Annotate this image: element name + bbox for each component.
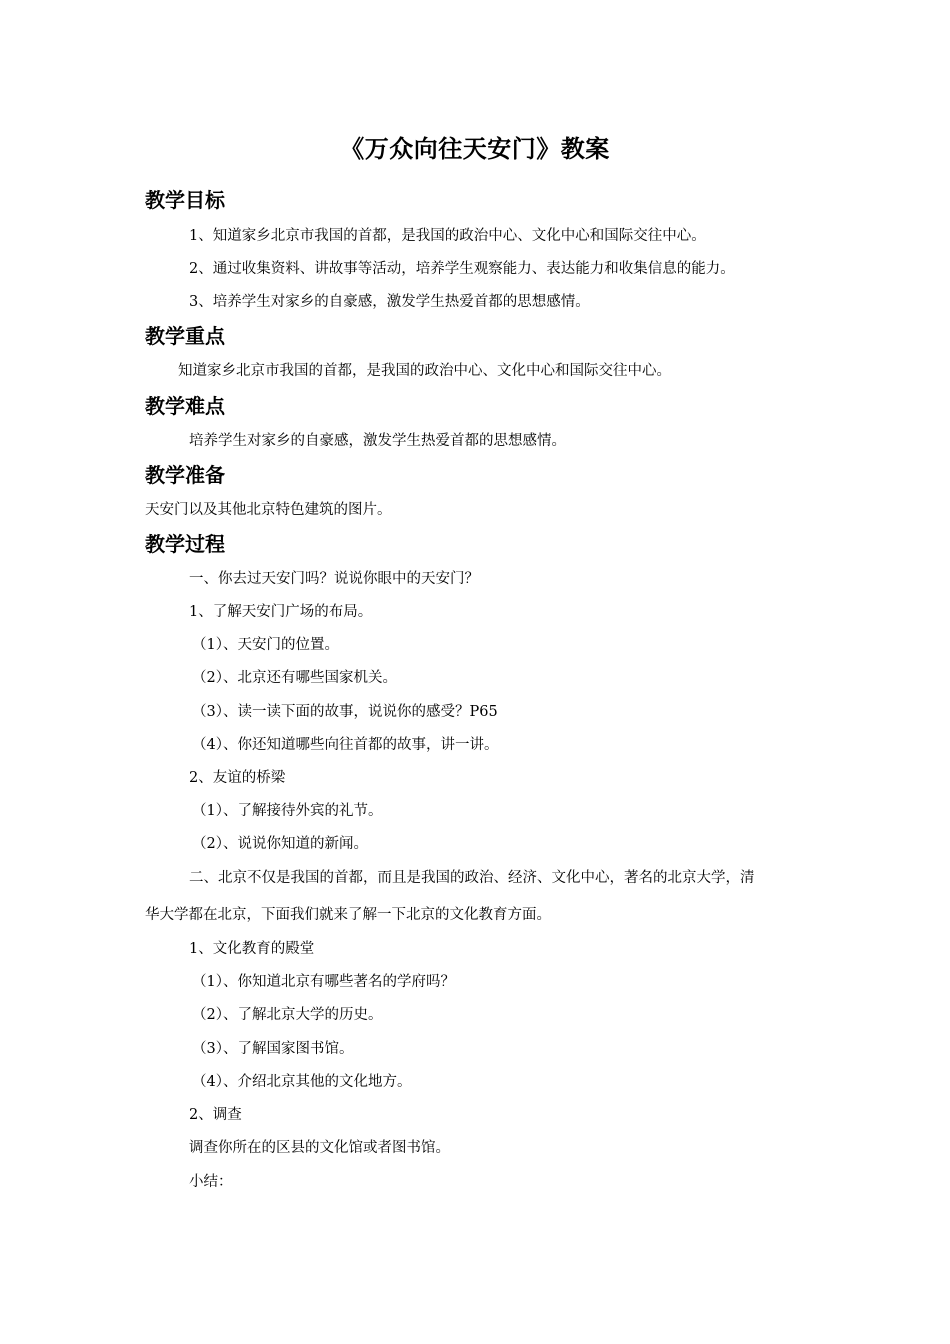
- key-points-text: 知道家乡北京市我国的首都，是我国的政治中心、文化中心和国际交往中心。: [178, 363, 671, 379]
- process-line: 小结：: [189, 1174, 233, 1190]
- process-line: 1、文化教育的殿堂: [189, 941, 315, 957]
- document-title: 《万众向往天安门》教案: [340, 135, 610, 163]
- process-line: 1、了解天安门广场的布局。: [189, 604, 373, 620]
- process-line: 二、北京不仅是我国的首都，而且是我国的政治、经济、文化中心，著名的北京大学，清: [189, 870, 755, 886]
- process-line: （2）、北京还有哪些国家机关。: [192, 670, 397, 686]
- process-line: 调查你所在的区县的文化馆或者图书馆。: [189, 1140, 450, 1156]
- difficulties-text: 培养学生对家乡的自豪感，激发学生热爱首都的思想感情。: [189, 433, 566, 449]
- process-line: （3）、读一读下面的故事，说说你的感受？P65: [192, 704, 498, 720]
- process-line: 一、你去过天安门吗？说说你眼中的天安门？: [189, 571, 479, 587]
- process-line: （2）、了解北京大学的历史。: [192, 1007, 383, 1023]
- process-line: 华大学都在北京，下面我们就来了解一下北京的文化教育方面。: [145, 907, 551, 923]
- process-line: 2、调查: [189, 1107, 242, 1123]
- objective-item: 2、通过收集资料、讲故事等活动，培养学生观察能力、表达能力和收集信息的能力。: [189, 261, 735, 277]
- process-line: 2、友谊的桥梁: [189, 770, 286, 786]
- process-line: （1）、你知道北京有哪些著名的学府吗？: [192, 974, 455, 990]
- process-line: （4）、介绍北京其他的文化地方。: [192, 1074, 412, 1090]
- process-line: （1）、了解接待外宾的礼节。: [192, 803, 383, 819]
- process-line: （4）、你还知道哪些向往首都的故事，讲一讲。: [192, 737, 499, 753]
- process-line: （2）、说说你知道的新闻。: [192, 836, 368, 852]
- process-line: （3）、了解国家图书馆。: [192, 1041, 354, 1057]
- section-heading-difficulties: 教学难点: [145, 394, 225, 418]
- section-heading-key-points: 教学重点: [145, 324, 225, 348]
- preparation-text: 天安门以及其他北京特色建筑的图片。: [145, 502, 392, 518]
- section-heading-process: 教学过程: [145, 532, 225, 556]
- section-heading-objectives: 教学目标: [145, 188, 225, 212]
- process-line: （1）、天安门的位置。: [192, 637, 339, 653]
- section-heading-preparation: 教学准备: [145, 463, 225, 487]
- objective-item: 3、培养学生对家乡的自豪感，激发学生热爱首都的思想感情。: [189, 294, 590, 310]
- objective-item: 1、知道家乡北京市我国的首都，是我国的政治中心、文化中心和国际交往中心。: [189, 228, 706, 244]
